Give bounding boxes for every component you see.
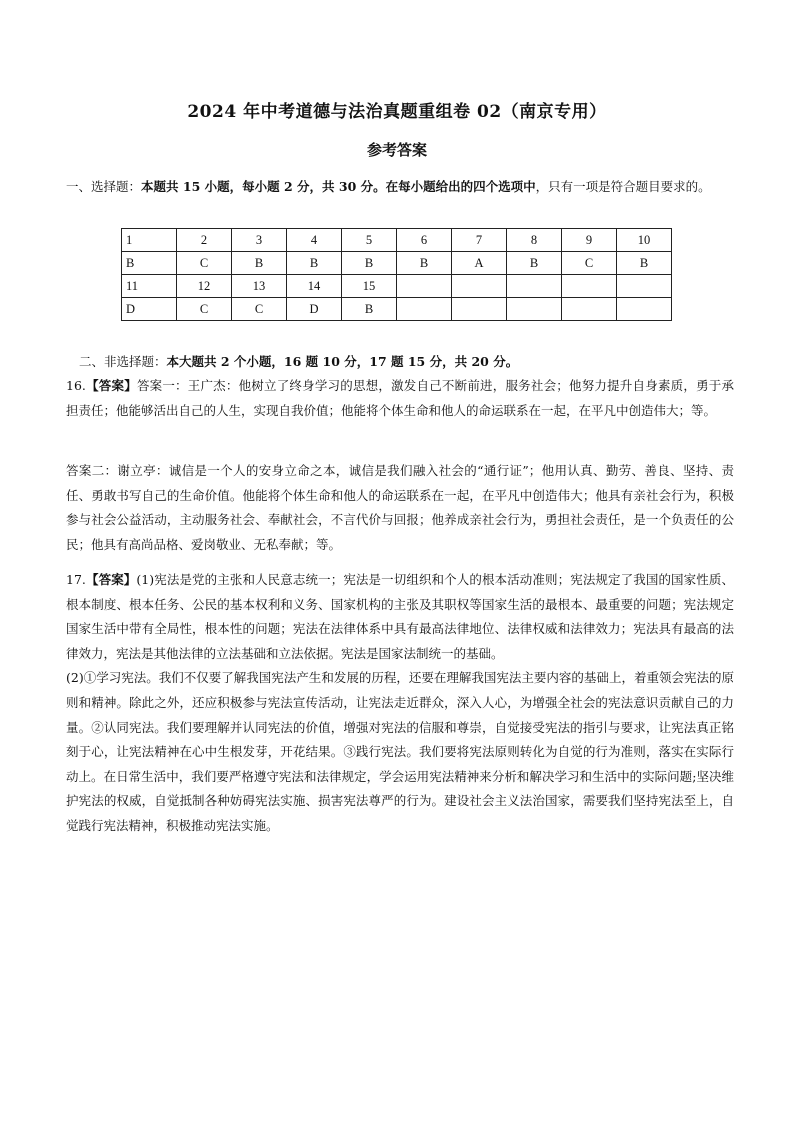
answer-table-cell: 10: [617, 229, 672, 252]
section-choice-intro-bold: 本题共 15 小题，每小题 2 分，共 30 分。在每小题给出的: [141, 179, 474, 194]
answer-table-cell: B: [342, 252, 397, 275]
answer-table-cell: [397, 275, 452, 298]
answer-table-cell: 6: [397, 229, 452, 252]
answer-table-cell: B: [287, 252, 342, 275]
answer-table-cell: B: [617, 252, 672, 275]
q17-answer-tag: 【答案】: [85, 572, 137, 587]
answer-table-cell: B: [507, 252, 562, 275]
answer-table-body: [122, 229, 672, 321]
answer-table-row: [122, 229, 672, 252]
page-subtitle: 参考答案: [366, 141, 427, 159]
q16-answer-two: 答案二：谢立亭：诚信是一个人的安身立命之本，诚信是我们融入社会的“通行证”；他用认真、勤劳、善良、坚持、责任、勇敢书写自己的生命价值。他能将个体生命和他人的命运联系在一起，在平凡中创造伟大；他具有亲社会行为，积极参与社会公益活动，主动服务社会、奉献社会，不言代价与回报；他养成亲社会行为，勇担社会责任，是一个负责任的公民；他具有高尚品格、爱岗敬业、无私奉献；等。: [66, 463, 734, 552]
answer-table-cell: [397, 298, 452, 321]
page-title: 2024 年中考道德与法治真题重组卷 02（南京专用）: [187, 102, 607, 122]
answer-table-cell: C: [562, 252, 617, 275]
q16-answer-one-text: 答案一：王广杰：他树立了终身学习的思想，激发自己不断前进，服务社会；他努力提升自身素质，勇于承担责任；他能够活出自己的人生，实现自我价值；他能将个体生命和他人的命运联系在一起，在平凡中创造伟大；等。: [66, 378, 734, 418]
answer-table-cell: B: [397, 252, 452, 275]
answer-table-cell: 8: [507, 229, 562, 252]
q17-number: 17.: [66, 572, 86, 587]
answer-table-cell: [562, 298, 617, 321]
answer-table-cell: D: [122, 298, 177, 321]
q16-answer-tag: 【答案】: [85, 378, 137, 393]
answer-table-cell: 9: [562, 229, 617, 252]
q16-answer-one: [66, 374, 734, 423]
section-choice-intro: [66, 173, 734, 200]
answer-table-cell: 3: [232, 229, 287, 252]
section-choice-intro-four: 四个选项中: [473, 179, 536, 194]
answer-table-cell: D: [287, 298, 342, 321]
answer-table-cell: 15: [342, 275, 397, 298]
answer-table-cell: B: [342, 298, 397, 321]
answer-table-cell: B: [122, 252, 177, 275]
q17-part2-text: (2)①学习宪法。我们不仅要了解我国宪法产生和发展的历程，还要在理解我国宪法主要内容的基础上，着重领会宪法的原则和精神。除此之外，还应积极参与宪法宣传活动，让宪法走近群众，深入人心，为增强全社会的宪法意识贡献自己的力量。②认同宪法。我们要理解并认同宪法的价值，增强对宪法的信服和尊崇，自觉接受宪法的指引与要求，让宪法真正铭刻于心，让宪法精神在心中生根发芽，开花结果。③践行宪法。我们要将宪法原则转化为自觉的行为准则，落实在实际行动上。在日常生活中，我们要严格遵守宪法和法律规定，学会运用宪法精神来分析和解决学习和生活中的实际问题;坚决维护宪法的权威，自觉抵制各种妨碍宪法实施、损害宪法尊严的行为。建设社会主义法治国家，需要我们坚持宪法至上，自觉践行宪法精神，积极推动宪法实施。: [66, 670, 734, 833]
answer-table-cell: [617, 298, 672, 321]
answer-table-cell: 12: [177, 275, 232, 298]
answer-table-cell: [562, 275, 617, 298]
q16-number: 16.: [66, 378, 86, 393]
answer-table-cell: 5: [342, 229, 397, 252]
answer-table-cell: 7: [452, 229, 507, 252]
answer-table-cell: C: [177, 252, 232, 275]
answer-table-cell: 2: [177, 229, 232, 252]
section-choice-heading: 一、选择题：: [66, 179, 142, 194]
answer-table-cell: [452, 275, 507, 298]
section-nonchoice-heading: 二、非选择题：: [79, 354, 167, 369]
answer-table: [121, 228, 672, 321]
section-nonchoice-intro-text: 本大题共 2 个小题，16 题 10 分，17 题 15 分，共 20 分。: [166, 354, 519, 369]
q17-answer: [66, 568, 734, 839]
section-nonchoice-intro: [79, 350, 739, 374]
answer-table-row: [122, 275, 672, 298]
section-choice-intro-rest: ，只有一项是符合题目要求的。: [535, 179, 711, 194]
answer-table-cell: [507, 275, 562, 298]
answer-table-cell: A: [452, 252, 507, 275]
q17-part1-text: (1)宪法是党的主张和人民意志统一；宪法是一切组织和个人的根本活动准则；宪法规定了我国的国家性质、根本制度、根本任务、公民的基本权利和义务、国家机构的主张及其职权等国家生活的最根本、最重要的问题；宪法规定国家生活中带有全局性，根本性的问题；宪法在法律体系中具有最高法律地位、法律权威和法律效力；宪法具有最高的法律效力，宪法是其他法律的立法基础和立法依据。宪法是国家法制统一的基础。: [66, 572, 734, 661]
answer-table-cell: [617, 275, 672, 298]
answer-table-row: [122, 252, 672, 275]
answer-table-row: [122, 298, 672, 321]
answer-table-cell: C: [232, 298, 287, 321]
answer-table-cell: 14: [287, 275, 342, 298]
answer-table-cell: C: [177, 298, 232, 321]
answer-table-cell: 4: [287, 229, 342, 252]
answer-table-cell: 11: [122, 275, 177, 298]
answer-table-cell: 1: [122, 229, 177, 252]
answer-table-cell: 13: [232, 275, 287, 298]
answer-table-cell: [452, 298, 507, 321]
answer-table-cell: [507, 298, 562, 321]
answer-table-cell: B: [232, 252, 287, 275]
